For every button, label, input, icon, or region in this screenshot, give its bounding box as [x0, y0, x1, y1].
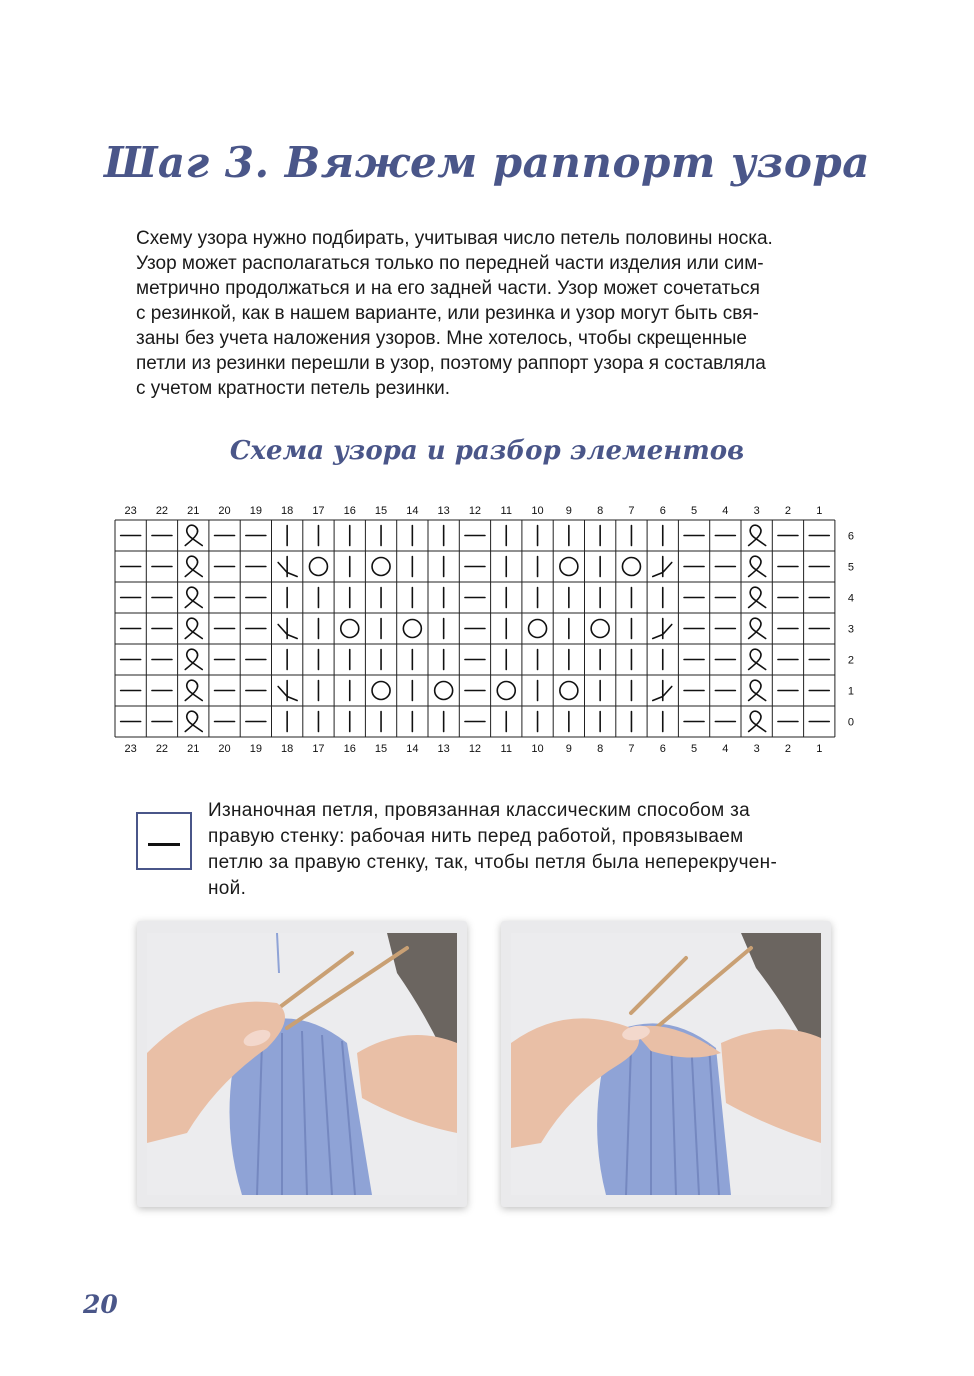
knitting-chart	[108, 500, 868, 762]
row-label: 5	[847, 561, 854, 574]
column-label-top: 14	[406, 505, 419, 517]
twisted-stitch-symbol	[749, 680, 766, 700]
twisted-stitch-symbol	[749, 525, 766, 545]
decrease-left-symbol	[278, 557, 297, 577]
column-label-bottom: 22	[155, 743, 169, 755]
column-label-bottom: 18	[281, 743, 294, 755]
photo-hands-step-2	[501, 921, 831, 1207]
chart-subtitle: Схема узора и разбор элементов	[229, 436, 745, 466]
row-label: 0	[847, 716, 854, 729]
column-label-bottom: 8	[597, 743, 604, 755]
column-label-top: 17	[312, 505, 325, 517]
column-label-top: 16	[343, 505, 356, 517]
intro-line: Узор может располагаться только по передней части изделия или сим-	[136, 253, 764, 274]
column-label-top: 18	[281, 505, 294, 517]
column-label-bottom: 19	[249, 743, 262, 755]
column-label-bottom: 11	[500, 743, 512, 755]
twisted-stitch-symbol	[749, 587, 766, 607]
column-label-top: 4	[722, 505, 729, 517]
column-label-top: 11	[500, 505, 512, 517]
column-label-bottom: 14	[406, 743, 419, 755]
column-label-top: 21	[187, 505, 200, 517]
row-label: 2	[847, 654, 854, 667]
intro-line: с учетом кратности петель резинки.	[136, 378, 451, 399]
column-label-bottom: 12	[468, 743, 482, 755]
column-label-top: 22	[155, 505, 169, 517]
column-label-top: 1	[816, 505, 823, 517]
column-label-bottom: 10	[531, 743, 544, 755]
column-label-top: 7	[628, 505, 635, 517]
page-title: Шаг 3. Вяжем раппорт узора	[104, 138, 870, 187]
intro-line: Схему узора нужно подбирать, учитывая число петель половины носка.	[136, 228, 773, 249]
yarn-over-symbol	[560, 682, 578, 700]
yarn-over-symbol	[591, 620, 609, 638]
legend-description	[208, 798, 839, 902]
legend-line: ной.	[208, 878, 247, 899]
twisted-stitch-symbol	[185, 618, 202, 638]
legend-line: правую стенку: рабочая нить перед работой, провязываем	[208, 826, 744, 847]
twisted-stitch-symbol	[185, 649, 202, 669]
decrease-right-symbol	[653, 619, 672, 639]
column-label-top: 2	[784, 505, 792, 517]
photo-hands-step-1	[137, 921, 467, 1207]
yarn-over-symbol	[497, 682, 515, 700]
legend-line: петлю за правую стенку, так, чтобы петля была неперекручен-	[208, 852, 778, 873]
column-label-top: 23	[124, 505, 137, 517]
intro-line: заны без учета наложения узоров. Мне хотелось, чтобы скрещенные	[136, 328, 747, 349]
column-label-bottom: 16	[343, 743, 356, 755]
column-label-bottom: 4	[722, 743, 729, 755]
yarn-over-symbol	[372, 682, 390, 700]
decrease-left-symbol	[278, 681, 297, 701]
twisted-stitch-symbol	[749, 711, 766, 731]
column-label-bottom: 2	[784, 743, 792, 755]
column-label-bottom: 20	[218, 743, 231, 755]
twisted-stitch-symbol	[185, 587, 202, 607]
column-label-bottom: 21	[187, 743, 200, 755]
intro-paragraph	[136, 226, 839, 401]
page-number: 20	[83, 1290, 118, 1319]
twisted-stitch-symbol	[749, 618, 766, 638]
intro-line: петли из резинки перешли в узор, поэтому раппорт узора я составляла	[136, 353, 766, 374]
yarn-over-symbol	[529, 620, 547, 638]
column-label-bottom: 9	[565, 743, 572, 755]
column-label-top: 9	[565, 505, 572, 517]
decrease-left-symbol	[278, 619, 297, 639]
row-label: 1	[847, 685, 854, 698]
yarn-over-symbol	[403, 620, 421, 638]
intro-line: метрично продолжаться и на его задней части. Узор может сочетаться	[136, 278, 760, 299]
column-label-bottom: 23	[124, 743, 137, 755]
column-label-top: 10	[531, 505, 544, 517]
intro-line: с резинкой, как в нашем варианте, или резинка и узор могут быть свя-	[136, 303, 759, 324]
purl-dash-icon	[136, 812, 192, 870]
yarn-over-symbol	[341, 620, 359, 638]
column-label-bottom: 3	[753, 743, 760, 755]
decrease-right-symbol	[653, 681, 672, 701]
row-label: 3	[847, 623, 854, 636]
yarn-over-symbol	[435, 682, 453, 700]
column-label-bottom: 17	[312, 743, 325, 755]
column-label-top: 13	[437, 505, 450, 517]
column-label-top: 20	[218, 505, 231, 517]
column-label-bottom: 7	[628, 743, 635, 755]
column-label-top: 3	[753, 505, 760, 517]
twisted-stitch-symbol	[749, 556, 766, 576]
yarn-over-symbol	[622, 558, 640, 576]
decrease-right-symbol	[653, 557, 672, 577]
twisted-stitch-symbol	[749, 649, 766, 669]
row-label: 4	[847, 592, 854, 605]
twisted-stitch-symbol	[185, 680, 202, 700]
column-label-bottom: 1	[816, 743, 823, 755]
twisted-stitch-symbol	[185, 525, 202, 545]
column-label-bottom: 15	[374, 743, 388, 755]
row-label: 6	[847, 530, 854, 543]
yarn-over-symbol	[372, 558, 390, 576]
column-label-bottom: 6	[659, 743, 666, 755]
column-label-bottom: 5	[690, 743, 698, 755]
column-label-top: 5	[690, 505, 698, 517]
yarn-over-symbol	[309, 558, 327, 576]
legend-line: Изнаночная петля, провязанная классическим способом за	[208, 800, 750, 821]
twisted-stitch-symbol	[185, 556, 202, 576]
twisted-stitch-symbol	[185, 711, 202, 731]
column-label-top: 19	[249, 505, 262, 517]
column-label-top: 6	[659, 505, 666, 517]
column-label-top: 8	[597, 505, 604, 517]
yarn-over-symbol	[560, 558, 578, 576]
column-label-top: 12	[468, 505, 482, 517]
column-label-bottom: 13	[437, 743, 450, 755]
column-label-top: 15	[374, 505, 388, 517]
